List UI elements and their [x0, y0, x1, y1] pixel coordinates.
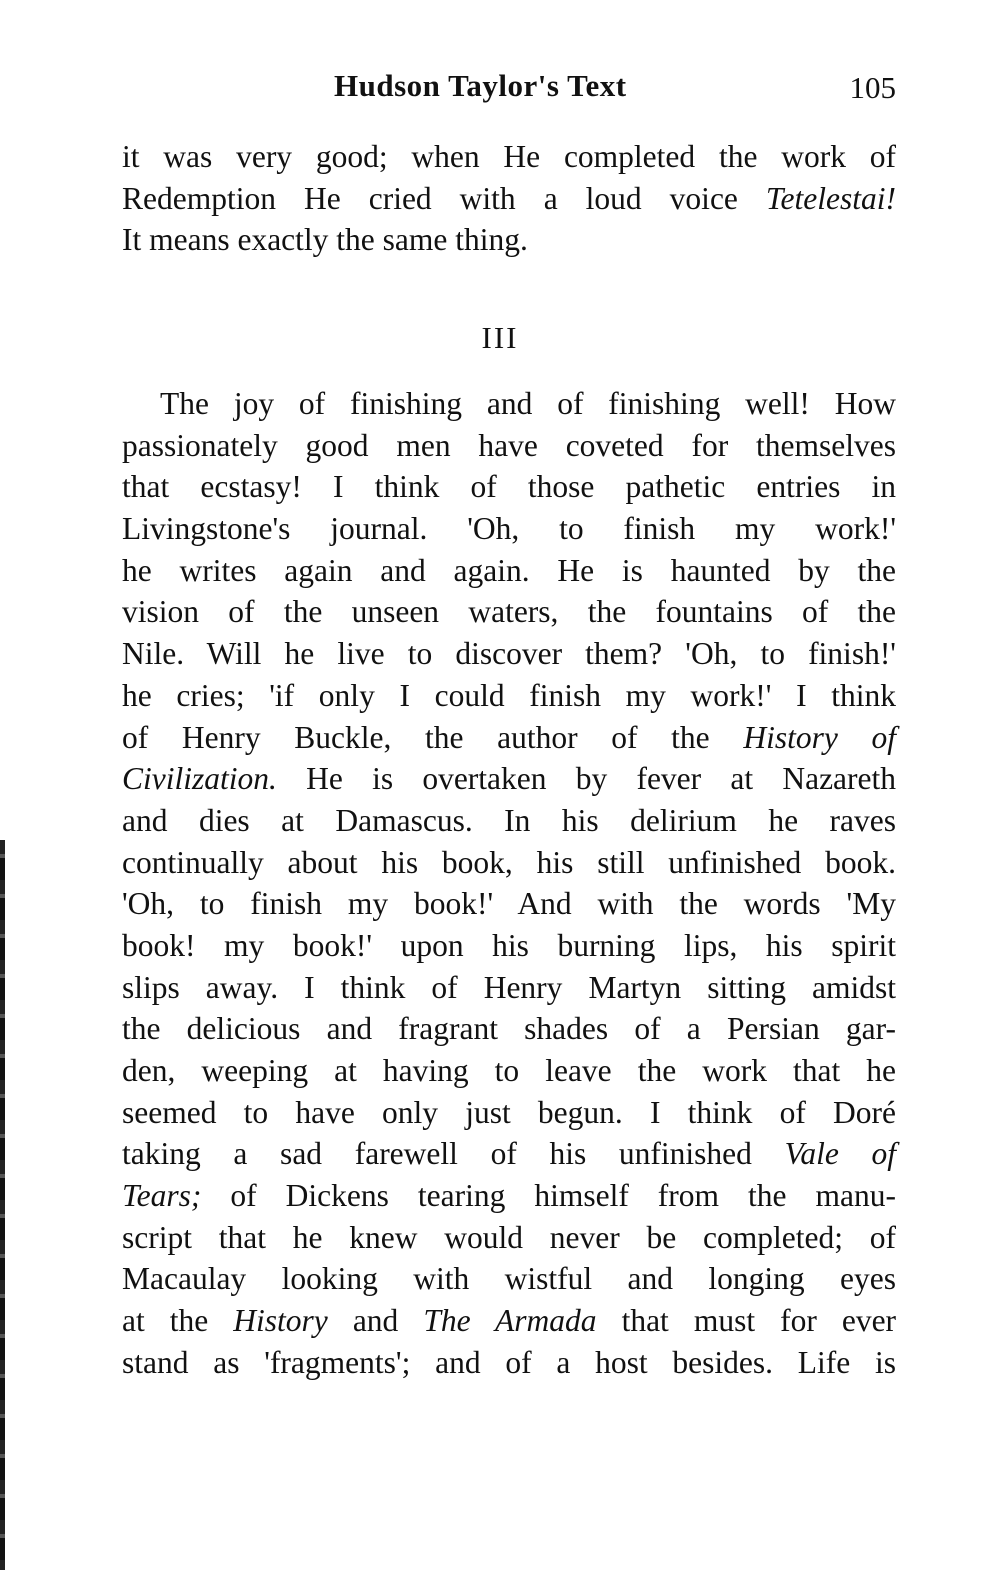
text-segment: at the [122, 1303, 209, 1339]
text-segment: taking a sad farewell of his unfinished [122, 1136, 752, 1172]
text-line [122, 758, 896, 800]
section-number: III [481, 320, 519, 355]
text-line: den, weeping at having to leave the work that he [122, 1053, 896, 1088]
italic-title: History of [743, 719, 896, 755]
text-line: The joy of finishing and of finishing well! How [160, 386, 896, 421]
text-line: vision of the unseen waters, the fountains of the [122, 594, 896, 630]
italic-word: Tetelestai! [765, 180, 896, 216]
text-line: 'Oh, to finish my book!' And with the words 'My [122, 886, 896, 922]
text-line: Macaulay looking with wistful and longing eyes [122, 1261, 896, 1297]
italic-title: Vale of [784, 1136, 896, 1172]
text-line [122, 1175, 896, 1217]
scan-binding-edge [0, 840, 5, 1570]
running-title: Hudson Taylor's Text [334, 68, 627, 103]
text-line: Nile. Will he live to discover them? 'Oh, to finish!' [122, 636, 896, 672]
page-number: 105 [849, 70, 896, 105]
text-line: and dies at Damascus. In his delirium he raves [122, 802, 896, 838]
italic-title: The Armada [423, 1303, 597, 1339]
body-paragraph [122, 383, 896, 1384]
text-line: he cries; 'if only I could finish my work!' I think [122, 677, 896, 713]
text-line: it was very good; when He completed the work of [122, 139, 896, 174]
continuation-paragraph [122, 136, 896, 261]
text-line: he writes again and again. He is haunted by the [122, 552, 896, 588]
italic-title: Tears; [122, 1178, 202, 1214]
text-line: continually about his book, his still unfinished book. [122, 844, 896, 880]
text-line: seemed to have only just begun. I think of Doré [122, 1094, 896, 1130]
text-line [122, 1133, 896, 1175]
text-line [122, 178, 896, 220]
text-segment: and [352, 1303, 399, 1339]
text-segment: of Henry Buckle, the author of the [122, 719, 710, 755]
text-line [122, 1300, 896, 1342]
text-segment: that must for ever [621, 1303, 897, 1339]
text-line: the delicious and fragrant shades of a Persian gar- [122, 1011, 896, 1047]
text-line: that ecstasy! I think of those pathetic entries in [122, 469, 896, 505]
text-segment: of Dickens tearing himself from the manu- [230, 1178, 897, 1214]
text-segment: He is overtaken by fever at Nazareth [306, 761, 897, 797]
text-segment: Redemption He cried with a loud voice [122, 180, 738, 216]
text-line: book! my book!' upon his burning lips, his spirit [122, 927, 896, 963]
text-line: passionately good men have coveted for themselves [122, 427, 896, 463]
page-header [122, 68, 896, 116]
text-line: Livingstone's journal. 'Oh, to finish my work!' [122, 511, 896, 547]
text-line: slips away. I think of Henry Martyn sitting amidst [122, 969, 896, 1005]
text-line: script that he knew would never be completed; of [122, 1219, 896, 1255]
text-line: It means exactly the same thing. [122, 222, 528, 258]
italic-title: History [233, 1303, 328, 1339]
text-line [122, 717, 896, 759]
italic-title: Civilization. [122, 761, 277, 797]
text-line: stand as 'fragments'; and of a host besides. Life is [122, 1344, 896, 1380]
